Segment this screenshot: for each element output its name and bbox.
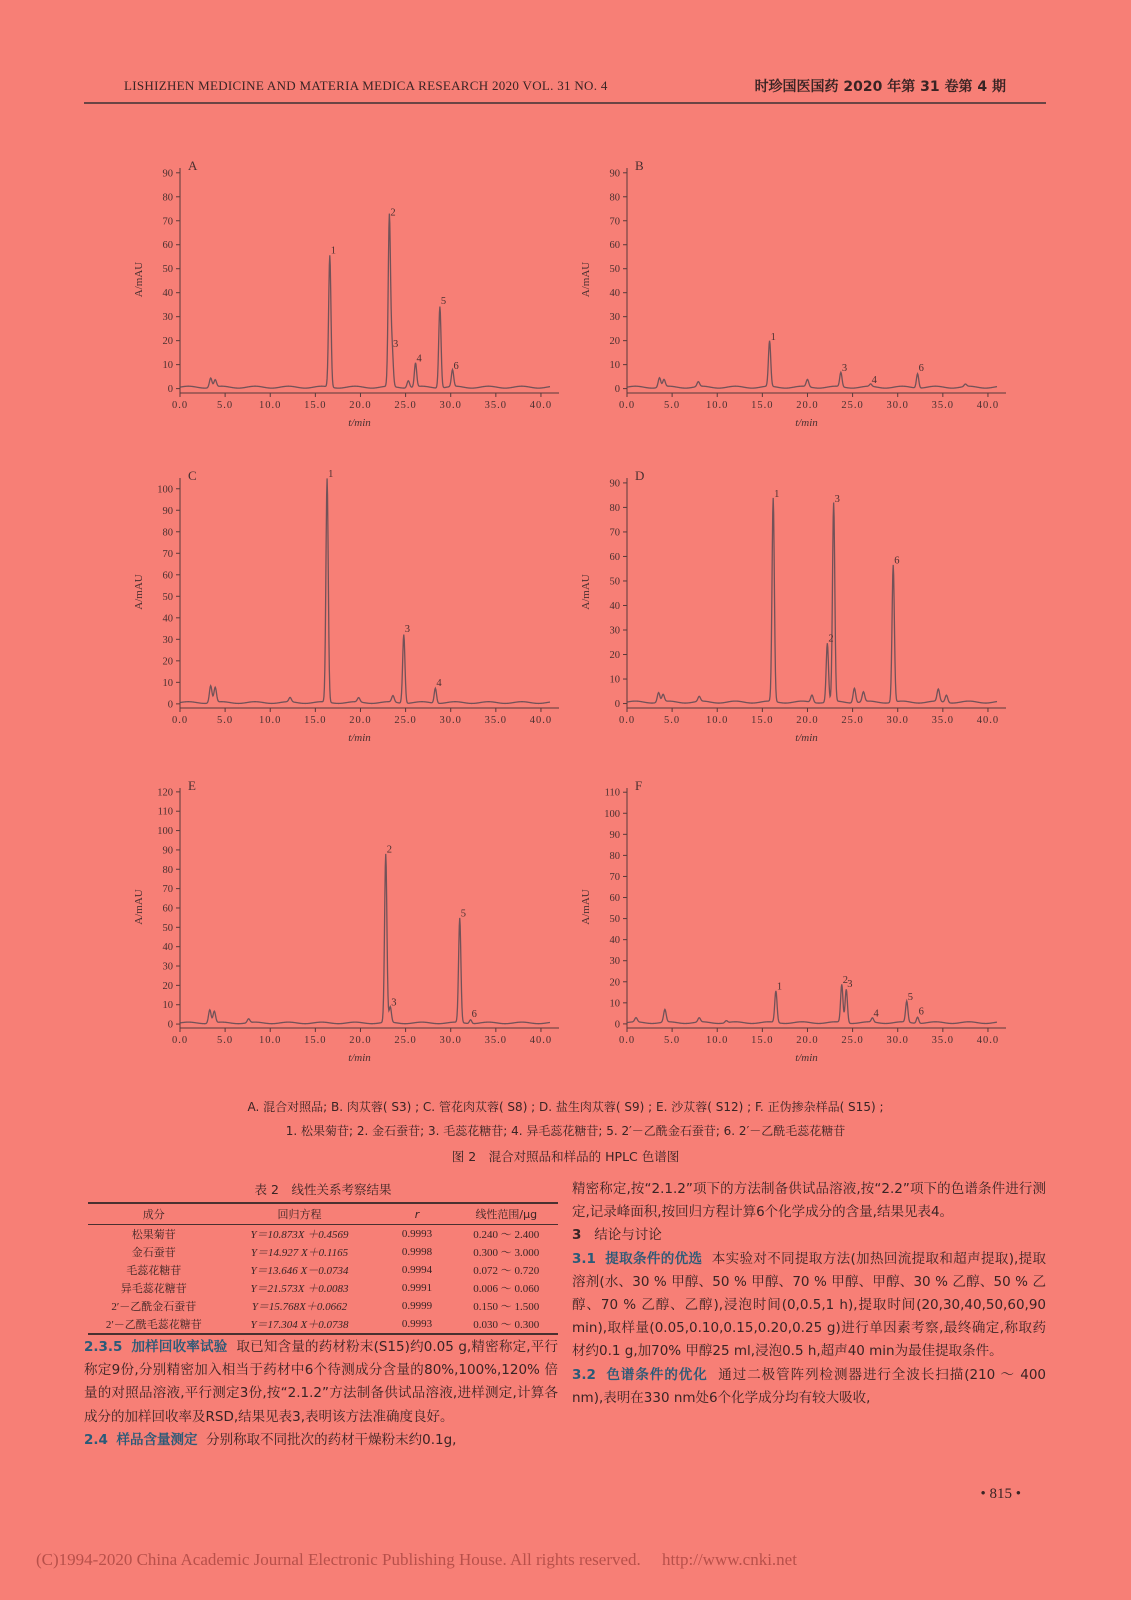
y-tick-label: 20: [609, 336, 620, 348]
y-tick-label: 100: [604, 808, 620, 820]
y-axis-label: A/mAU: [580, 574, 592, 610]
y-tick-label: 90: [609, 478, 620, 490]
table-row: [88, 1315, 558, 1334]
table-cell: Y＝17.304 X＋0.0738: [220, 1315, 380, 1334]
x-tick-label: 10.0: [706, 1035, 729, 1046]
table-cell: 2′－乙酰毛蕊花糖苷: [88, 1315, 220, 1334]
y-tick-label: 40: [162, 942, 173, 954]
section-number: 2.4: [84, 1431, 108, 1448]
y-tick-label: 60: [162, 903, 173, 915]
table-cell: 2′－乙酰金石蚕苷: [111, 1301, 197, 1313]
y-tick-label: 50: [162, 922, 173, 934]
y-tick-label: 0: [614, 384, 620, 396]
table-header: 回归方程: [220, 1203, 380, 1225]
table-header: 成分: [88, 1203, 220, 1225]
peak-label: 6: [471, 1009, 477, 1021]
peak-label: 3: [404, 624, 411, 636]
y-tick-label: 10: [162, 360, 173, 372]
chromatogram-panel-e: [125, 770, 565, 1070]
section-2-3-5: [84, 1336, 558, 1429]
y-tick-label: 20: [162, 656, 173, 668]
table-cell: 异毛蕊花糖苷: [120, 1283, 187, 1295]
x-tick-label: 0.0: [618, 400, 636, 411]
peak-label: 4: [871, 375, 877, 387]
x-tick-label: 20.0: [349, 400, 372, 411]
chromatogram-trace: [627, 341, 997, 388]
peak-label: 6: [918, 1006, 924, 1018]
y-tick-label: 30: [609, 625, 620, 637]
table-cell: 0.150 ～ 1.500: [473, 1301, 540, 1313]
y-tick-label: 80: [162, 864, 173, 876]
x-tick-label: 20.0: [796, 1035, 819, 1046]
y-tick-label: 60: [609, 893, 620, 905]
y-tick-label: 100: [157, 826, 173, 838]
y-tick-label: 70: [609, 871, 620, 883]
section-heading: 结论与讨论: [594, 1227, 662, 1244]
paragraph: 精密称定,按“2.1.2”项下的方法制备供试品溶液,按“2.2”项下的色谱条件进行测定,记录峰面积,按回归方程计算6个化学成分的含量,结果见表4。: [572, 1181, 1046, 1221]
y-tick-label: 60: [609, 551, 620, 563]
figure-caption-legend: A. 混合对照品; B. 肉苁蓉( S3) ; C. 管花肉苁蓉( S8) ; D. 盐生肉苁蓉( S9) ; E. 沙苁蓉( S12) ; F. 正伪掺杂样品( S15) ;: [247, 1100, 884, 1114]
x-tick-label: 25.0: [394, 715, 417, 726]
y-tick-label: 0: [167, 699, 173, 711]
x-tick-label: 25.0: [841, 400, 864, 411]
section-2-4: [84, 1429, 558, 1452]
y-tick-label: 70: [609, 527, 620, 539]
y-tick-label: 120: [157, 787, 173, 799]
section-3: [572, 1224, 1046, 1247]
section-heading: 样品含量测定: [116, 1431, 198, 1448]
x-tick-label: 10.0: [706, 715, 729, 726]
y-tick-label: 20: [609, 650, 620, 662]
x-tick-label: 10.0: [706, 400, 729, 411]
y-tick-label: 70: [162, 216, 173, 228]
peak-label: 1: [770, 332, 776, 344]
x-tick-label: 40.0: [976, 715, 1000, 726]
table-cell: 0.9998: [401, 1246, 433, 1258]
x-tick-label: 20.0: [349, 1035, 372, 1046]
x-tick-label: 15.0: [751, 715, 774, 726]
y-tick-label: 60: [162, 570, 173, 582]
table-row: [88, 1297, 558, 1315]
x-tick-label: 0.0: [618, 1035, 636, 1046]
peak-label: 1: [774, 489, 780, 501]
table-cell: 0.240 ～ 2.400: [473, 1229, 540, 1241]
peak-label: 5: [460, 908, 466, 920]
y-tick-label: 60: [609, 240, 620, 252]
table-row: [88, 1243, 558, 1261]
table-cell: 0.9993: [401, 1228, 433, 1240]
x-tick-label: 15.0: [304, 715, 327, 726]
peak-label: 5: [907, 991, 913, 1003]
x-tick-label: 15.0: [751, 400, 774, 411]
section-number: 3.2: [572, 1366, 596, 1383]
x-tick-label: 15.0: [304, 400, 327, 411]
section-heading: 加样回收率试验: [131, 1339, 228, 1355]
x-tick-label: 30.0: [886, 715, 909, 726]
peak-label: 2: [390, 207, 396, 219]
peak-label: 1: [776, 981, 783, 993]
chromatogram-trace: [180, 854, 550, 1024]
x-tick-label: 25.0: [841, 715, 864, 726]
x-tick-label: 20.0: [796, 400, 819, 411]
y-tick-label: 90: [162, 505, 173, 517]
x-tick-label: 25.0: [841, 1035, 864, 1046]
section-body: 取已知含量的药材粉末(S15)约0.05 g,精密称定,平行称定9份,分别精密加入相当于药材中6个待测成分含量的80%,100%,120% 倍量的对照品溶液,平行测定3份,按“2.1.2”方法制备供试品溶液,进样测定,计算各成分的加样回收率及RSD,结果见表3,表明该方法准确度良好。: [84, 1339, 558, 1425]
table-cell: 0.030 ～ 0.300: [455, 1315, 558, 1334]
peak-label: 3: [393, 339, 399, 351]
section-number: 3: [572, 1227, 582, 1244]
x-tick-label: 35.0: [931, 1035, 955, 1046]
y-tick-label: 80: [162, 527, 173, 539]
x-tick-label: 35.0: [931, 715, 955, 726]
page-number: • 815 •: [980, 1486, 1021, 1502]
x-tick-label: 5.0: [664, 1035, 681, 1046]
x-tick-label: 10.0: [259, 400, 282, 411]
section-body: 通过二极管阵列检测器进行全波长扫描(210 ～ 400 nm),表明在330 nm处6个化学成分均有较大吸收,: [572, 1366, 1047, 1406]
y-tick-label: 50: [162, 264, 173, 276]
y-tick-label: 70: [162, 548, 173, 560]
table-row: [88, 1225, 558, 1244]
y-tick-label: 30: [609, 312, 620, 324]
peak-label: 5: [440, 296, 447, 308]
y-tick-label: 10: [609, 674, 620, 686]
x-tick-label: 20.0: [349, 715, 372, 726]
chromatogram-panel-b: [572, 150, 1012, 435]
table-cell: Y＝10.873X ＋0.4569: [250, 1229, 349, 1241]
y-tick-label: 50: [162, 591, 173, 603]
panel-label: E: [188, 778, 196, 793]
y-axis-label: A/mAU: [580, 889, 592, 925]
x-tick-label: 5.0: [217, 1035, 234, 1046]
table-row: [88, 1279, 558, 1297]
table-header: 线性范围/μg: [455, 1203, 558, 1225]
peak-label: 3: [834, 493, 840, 505]
x-tick-label: 20.0: [796, 715, 819, 726]
y-tick-label: 70: [609, 216, 620, 228]
table-cell: Y＝14.927 X＋0.1165: [250, 1247, 349, 1259]
x-tick-label: 10.0: [259, 715, 282, 726]
y-tick-label: 20: [162, 980, 173, 992]
x-axis-label: t/min: [348, 1052, 371, 1064]
chromatogram-trace: [180, 478, 550, 703]
x-axis-label: t/min: [348, 417, 371, 429]
x-tick-label: 40.0: [976, 400, 1000, 411]
y-tick-label: 30: [162, 634, 173, 646]
x-tick-label: 0.0: [171, 1035, 189, 1046]
section-number: 2.3.5: [84, 1339, 123, 1355]
table-cell: Y＝15.768X＋0.0662: [251, 1301, 348, 1313]
y-tick-label: 20: [162, 336, 173, 348]
table-row: [88, 1261, 558, 1279]
x-tick-label: 35.0: [484, 1035, 508, 1046]
y-tick-label: 30: [162, 961, 173, 973]
x-axis-label: t/min: [795, 417, 818, 429]
peak-label: 6: [894, 555, 900, 567]
x-tick-label: 30.0: [439, 400, 462, 411]
section-3-2: [572, 1364, 1046, 1410]
x-tick-label: 30.0: [439, 1035, 462, 1046]
x-tick-label: 0.0: [171, 400, 189, 411]
y-tick-label: 0: [614, 699, 620, 711]
y-tick-label: 90: [609, 829, 620, 841]
peak-label: 3: [847, 979, 853, 991]
y-tick-label: 30: [162, 312, 173, 324]
x-tick-label: 15.0: [751, 1035, 774, 1046]
table-cell: 金石蚕苷: [131, 1247, 176, 1259]
section-heading: 色谱条件的优化: [606, 1366, 708, 1383]
y-tick-label: 80: [609, 192, 620, 204]
y-tick-label: 80: [609, 850, 620, 862]
x-tick-label: 30.0: [886, 400, 909, 411]
peak-label: 1: [328, 469, 334, 481]
x-tick-label: 0.0: [618, 715, 636, 726]
panel-label: D: [635, 468, 645, 483]
table-cell: 0.9991: [401, 1282, 433, 1294]
table-cell: 0.300 ～ 3.000: [473, 1247, 540, 1259]
y-tick-label: 80: [609, 502, 620, 514]
y-tick-label: 30: [609, 956, 620, 968]
y-tick-label: 110: [604, 787, 620, 799]
panel-label: A: [188, 158, 198, 173]
y-tick-label: 50: [609, 914, 620, 926]
x-tick-label: 40.0: [529, 1035, 553, 1046]
y-tick-label: 40: [609, 600, 620, 612]
section-number: 3.1: [572, 1250, 596, 1267]
right-column: [572, 1178, 1046, 1410]
panel-label: F: [635, 778, 643, 793]
x-tick-label: 35.0: [484, 400, 508, 411]
table-cell: 0.9994: [401, 1264, 433, 1276]
y-tick-label: 10: [162, 677, 173, 689]
chromatogram-panel-f: [572, 770, 1012, 1070]
peak-label: 2: [828, 633, 834, 645]
y-axis-label: A/mAU: [133, 261, 145, 298]
chromatogram-panel-a: [125, 150, 565, 435]
y-tick-label: 50: [609, 576, 620, 588]
x-tick-label: 25.0: [394, 1035, 417, 1046]
x-tick-label: 5.0: [664, 400, 681, 411]
x-tick-label: 35.0: [931, 400, 955, 411]
y-tick-label: 10: [162, 1000, 173, 1012]
x-tick-label: 35.0: [484, 715, 508, 726]
y-tick-label: 80: [162, 192, 173, 204]
x-tick-label: 0.0: [171, 715, 189, 726]
x-tick-label: 40.0: [529, 400, 553, 411]
peak-label: 6: [453, 360, 459, 372]
x-tick-label: 25.0: [394, 400, 417, 411]
x-tick-label: 15.0: [304, 1035, 327, 1046]
y-tick-label: 90: [162, 168, 173, 180]
chromatogram-panel-c: [125, 460, 565, 750]
y-tick-label: 50: [609, 264, 620, 276]
figure-title: 图 2 混合对照品和样品的 HPLC 色谱图: [451, 1149, 680, 1164]
y-axis-label: A/mAU: [133, 889, 145, 925]
x-tick-label: 40.0: [529, 715, 553, 726]
y-tick-label: 0: [167, 1019, 173, 1031]
table-cell: 0.9999: [401, 1300, 433, 1312]
y-tick-label: 10: [609, 998, 620, 1010]
peak-label: 4: [436, 677, 442, 689]
peak-label: 4: [873, 1008, 879, 1020]
table-cell: Y＝21.573X ＋0.0083: [250, 1283, 349, 1295]
y-tick-label: 20: [609, 977, 620, 989]
peak-label: 3: [841, 363, 848, 375]
peak-label: 3: [391, 997, 397, 1009]
section-heading: 提取条件的优选: [605, 1250, 703, 1267]
y-tick-label: 60: [162, 240, 173, 252]
y-tick-label: 40: [162, 613, 173, 625]
section-3-1: [572, 1248, 1046, 1364]
peak-label: 2: [386, 844, 392, 856]
y-axis-label: A/mAU: [580, 261, 592, 298]
y-tick-label: 90: [609, 168, 620, 180]
y-tick-label: 70: [162, 884, 173, 896]
linearity-table: [88, 1180, 558, 1335]
x-tick-label: 40.0: [976, 1035, 1000, 1046]
figure-caption-peaks: 1. 松果菊苷; 2. 金石蚕苷; 3. 毛蕊花糖苷; 4. 异毛蕊花糖苷; 5. 2′－乙酰金石蚕苷; 6. 2′－乙酰毛蕊花糖苷: [285, 1124, 846, 1138]
panel-label: C: [188, 468, 197, 483]
table-title: 表 2 线性关系考察结果: [254, 1182, 392, 1197]
table-cell: 松果菊苷: [131, 1229, 176, 1241]
table-cell: 0.072 ～ 0.720: [473, 1265, 540, 1277]
section-body: 本实验对不同提取方法(加热回流提取和超声提取),提取溶剂(水、30 % 甲醇、50 % 甲醇、70 % 甲醇、甲醇、30 % 乙醇、50 % 乙醇、70 % 乙醇、乙醇),浸泡时间(0,0.5,1 h),提取时间(20,30,40,50,60,90 min),取样量(0.05,0.10,0.15,0.20,0.25 g)进行单因素考察,最终确定,称取药材约0.1 g,加70% 甲醇25 ml,浸泡0.5 h,超声40 min为最佳提取条件。: [572, 1250, 1047, 1360]
y-tick-label: 0: [167, 384, 173, 396]
y-tick-label: 40: [609, 935, 620, 947]
journal-title-en: LISHIZHEN MEDICINE AND MATERIA MEDICA RESEARCH 2020 VOL. 31 NO. 4: [124, 78, 608, 93]
table-cell: 0.006 ～ 0.060: [473, 1283, 540, 1295]
y-tick-label: 110: [157, 806, 173, 818]
chromatogram-panel-d: [572, 460, 1012, 750]
y-tick-label: 90: [162, 845, 173, 857]
x-tick-label: 5.0: [217, 400, 234, 411]
chromatogram-trace: [180, 214, 550, 389]
section-body: 分别称取不同批次的药材干燥粉末约0.1g,: [206, 1431, 457, 1448]
peak-label: 4: [416, 353, 422, 365]
peak-label: 6: [918, 363, 924, 375]
chromatogram-trace: [627, 498, 997, 703]
chromatogram-trace: [627, 984, 997, 1023]
x-tick-label: 5.0: [217, 715, 234, 726]
left-column: [84, 1336, 558, 1452]
panel-label: B: [635, 158, 644, 173]
table-cell: 毛蕊花糖苷: [126, 1265, 182, 1277]
x-tick-label: 30.0: [439, 715, 462, 726]
journal-title-cn: 时珍国医国药 2020 年第 31 卷第 4 期: [754, 79, 1006, 95]
peak-label: 1: [330, 245, 337, 257]
x-tick-label: 5.0: [664, 715, 681, 726]
copyright-footer: (C)1994-2020 China Academic Journal Electronic Publishing House. All rights reserved. http://www.cnki.net: [36, 1550, 797, 1569]
x-axis-label: t/min: [348, 732, 371, 744]
y-tick-label: 100: [157, 484, 173, 496]
table-cell: 0.9993: [379, 1315, 454, 1334]
x-axis-label: t/min: [795, 732, 818, 744]
peak-label: 2: [842, 974, 849, 986]
y-tick-label: 0: [614, 1019, 620, 1031]
x-tick-label: 10.0: [259, 1035, 282, 1046]
y-tick-label: 40: [162, 288, 173, 300]
x-tick-label: 30.0: [886, 1035, 909, 1046]
table-cell: Y＝13.646 X－0.0734: [250, 1265, 349, 1277]
y-tick-label: 10: [609, 360, 620, 372]
table-header: r: [379, 1203, 454, 1225]
y-tick-label: 40: [609, 288, 620, 300]
y-axis-label: A/mAU: [133, 574, 145, 610]
x-axis-label: t/min: [795, 1052, 818, 1064]
